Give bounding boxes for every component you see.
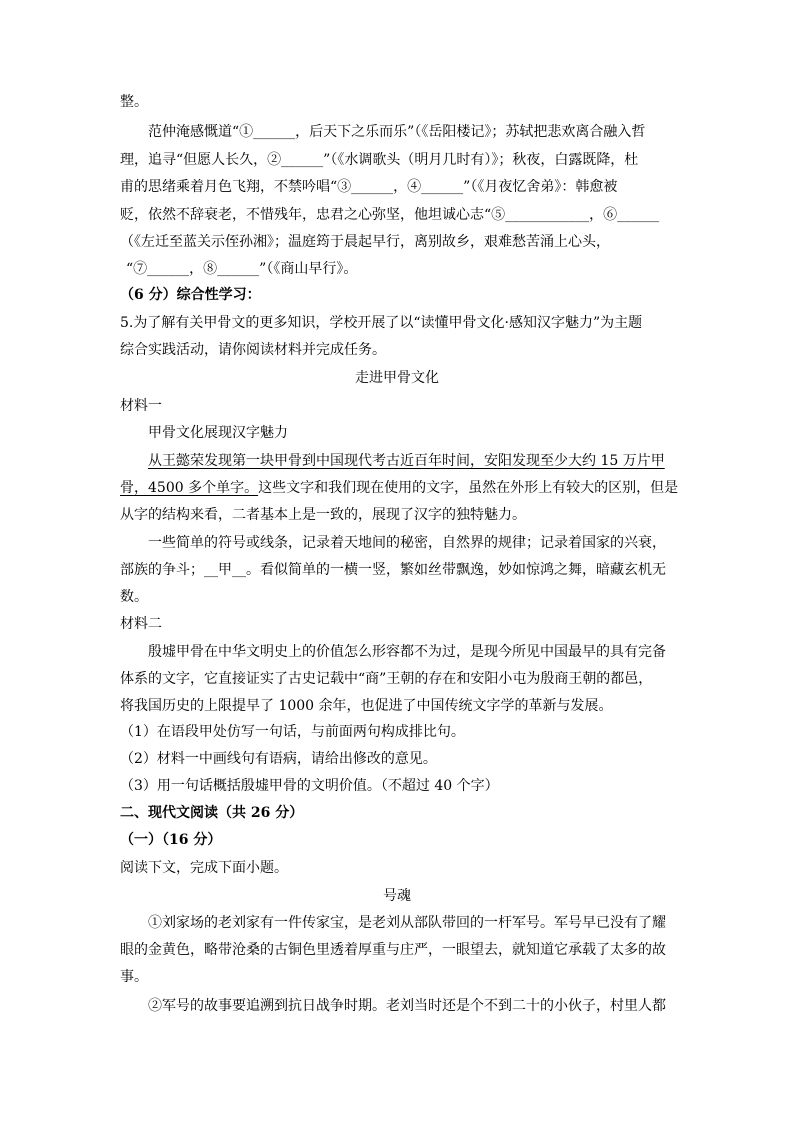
text-line: 范仲淹感慨道“①______，后天下之乐而乐”（《岳阳楼记》；苏轼把悲欢离合融入哲 [148, 124, 646, 140]
text-line: 从字的结构来看，二者基本上是一致的，展现了汉字的独特魅力。 [120, 507, 526, 523]
blank-jia: __甲__ [204, 562, 246, 578]
text-line [120, 560, 666, 580]
material-title: 走进甲骨文化 [355, 370, 439, 386]
section-heading: （6 分）综合性学习： [120, 287, 261, 303]
question-text: 综合实践活动，请你阅读材料并完成任务。 [120, 342, 386, 358]
instruction-text: 阅读下文，完成下面小题。 [120, 860, 288, 876]
text-span: 部族的争斗； [120, 562, 204, 578]
text-line: 理，追寻“但愿人长久，②______”（《水调歌头（明月几时有）》；秋夜，白露既降，杜 [120, 152, 639, 168]
text-line: 数。 [120, 589, 148, 605]
text-line: ②军号的故事要追溯到抗日战争时期。老刘当时还是个不到二十的小伙子，村里人都 [148, 998, 666, 1014]
text-line: “⑦______，⑧______”（《商山早行》。 [126, 261, 358, 277]
material-label: 材料一 [120, 398, 162, 414]
text-line: ①刘家场的老刘家有一件传家宝，是老刘从部队带回的一杆军号。军号早已没有了耀 [148, 915, 666, 931]
sub-question: （2）材料一中画线句有语病，请给出修改的意见。 [120, 751, 437, 767]
text-span: 。看似简单的一横一竖，繁如丝带飘逸，妙如惊鸿之舞，暗藏玄机无 [246, 562, 666, 578]
material-label: 材料二 [120, 616, 162, 632]
text-line: 体系的文字，它直接证实了古史记载中“商”王朝的存在和安阳小屯为殷商王朝的都邑， [120, 671, 653, 687]
text-line: 事。 [120, 969, 148, 985]
text-line: 一些简单的符号或线条，记录着天地间的秘密，自然界的规律；记录着国家的兴衰， [148, 535, 666, 551]
underlined-sentence: 骨，4500 多个单字。 [120, 480, 259, 496]
underlined-sentence: 从王懿荣发现第一块甲骨到中国现代考古近百年时间，安阳发现至少大约 15 万片甲 [148, 453, 665, 469]
text-line: 将我国历史的上限提早了 1000 余年，也促进了中国传统文字学的革新与发展。 [120, 698, 613, 714]
text-line: （《左迁至蓝关示侄孙湘》；温庭筠于晨起早行，离别故乡，艰难愁苦涌上心头， [120, 234, 610, 250]
sub-question: （1）在语段甲处仿写一句话，与前面两句构成排比句。 [120, 724, 465, 740]
article-title: 号魂 [383, 888, 411, 904]
sub-question: （3）用一句话概括殷墟甲骨的文明价值。（不超过 40 个字） [120, 778, 499, 794]
material-subtitle: 甲骨文化展现汉字魅力 [148, 425, 288, 441]
question-text: 5.为了解有关甲骨文的更多知识，学校开展了以“读懂甲骨文化·感知汉字魅力”为主题 [120, 315, 643, 331]
text-line: 殷墟甲骨在中华文明史上的价值怎么形容都不为过，是现今所见中国最早的具有完备 [148, 644, 666, 660]
section-heading: （一）（16 分） [120, 832, 222, 848]
text-line: 甫的思绪乘着月色飞翔，不禁吟唱“③______，④______”（《月夜忆舍弟》：韩愈被 [120, 179, 618, 195]
section-heading: 二、现代文阅读（共 26 分） [120, 805, 304, 821]
text-line: 眼的金黄色，略带沧桑的古铜色里透着厚重与庄严，一眼望去，就知道它承载了太多的故 [120, 942, 666, 958]
text-span: 这些文字和我们现在使用的文字，虽然在外形上有较大的区别，但是 [258, 480, 679, 496]
text-line: 整。 [120, 94, 148, 110]
text-line: 贬，依然不辞衰老，不惜残年，忠君之心弥坚，他坦诚心志“⑤____________，⑥______ [120, 207, 660, 223]
text-line [120, 478, 678, 498]
